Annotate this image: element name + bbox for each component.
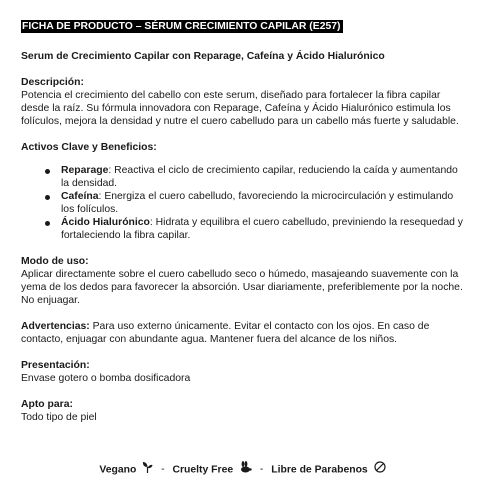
bullet-icon [45,169,50,174]
libre-parabenos-label: Libre de Parabenos [271,464,368,476]
descripcion-section [21,76,467,128]
descripcion-text: Potencia el crecimiento del cabello con este serum, diseñado para fortalecer la fibra capilar desde la raíz. Su fórmula innovadora con Reparage, Cafeína y Ácido Hialurónico estimula los folículos, mejora la densidad y nutre el cuero cabelludo para un cabello más fuerte y saludable. [21,90,459,127]
footer-badges [0,461,485,478]
activos-list [21,164,467,242]
list-item [61,190,467,216]
presentacion-heading: Presentación: [21,360,90,371]
descripcion-heading: Descripción: [21,77,84,88]
activo-name: Cafeína [61,191,99,202]
list-item [61,164,467,190]
apto-heading: Apto para: [21,399,73,410]
modo-uso-section [21,255,467,307]
presentacion-text: Envase gotero o bomba dosificadora [21,373,191,384]
modo-uso-text: Aplicar directamente sobre el cuero cabelludo seco o húmedo, masajeando suavemente con la yema de los dedos para favorecer la absorción. Usar diariamente, preferiblemente por la noche. No enjuagar. [21,269,463,306]
plant-icon [142,461,153,478]
bunny-icon [239,461,252,478]
list-item [61,216,467,242]
advertencias-paragraph [21,320,467,346]
advertencias-heading: Advertencias: [21,321,90,332]
prohibited-icon [374,461,386,478]
advertencias-text: Para uso externo únicamente. Evitar el contacto con los ojos. En caso de contacto, enjuagar con abundante agua. Mantener fuera del alcance de los niños. [21,321,430,345]
apto-section [21,398,467,424]
activo-text: : Reactiva el ciclo de crecimiento capilar, reduciendo la caída y aumentando la densidad. [61,165,458,189]
activo-name: Reparage [61,165,109,176]
advertencias-section [21,320,467,346]
presentacion-section [21,359,467,385]
separator: - [259,464,264,476]
modo-uso-heading: Modo de uso: [21,256,89,267]
activos-section [21,141,467,242]
cruelty-free-label: Cruelty Free [172,464,234,476]
activo-text: : Hidrata y equilibra el cuero cabelludo, previniendo la resequedad y fortaleciendo la fibra capilar. [61,217,463,241]
activo-name: Ácido Hialurónico [61,217,150,228]
vegano-label: Vegano [99,464,137,476]
apto-text: Todo tipo de piel [21,412,97,423]
activos-heading: Activos Clave y Beneficios: [21,142,157,153]
page-title: FICHA DE PRODUCTO – SÉRUM CRECIMIENTO CAPILAR (E257) [22,21,341,32]
bullet-icon [45,221,50,226]
activo-text: : Energiza el cuero cabelludo, favoreciendo la microcirculación y estimulando los folículos. [61,191,454,215]
bullet-icon [45,195,50,200]
product-subtitle: Serum de Crecimiento Capilar con Reparage, Cafeína y Ácido Hialurónico [21,51,385,62]
separator: - [161,464,165,476]
